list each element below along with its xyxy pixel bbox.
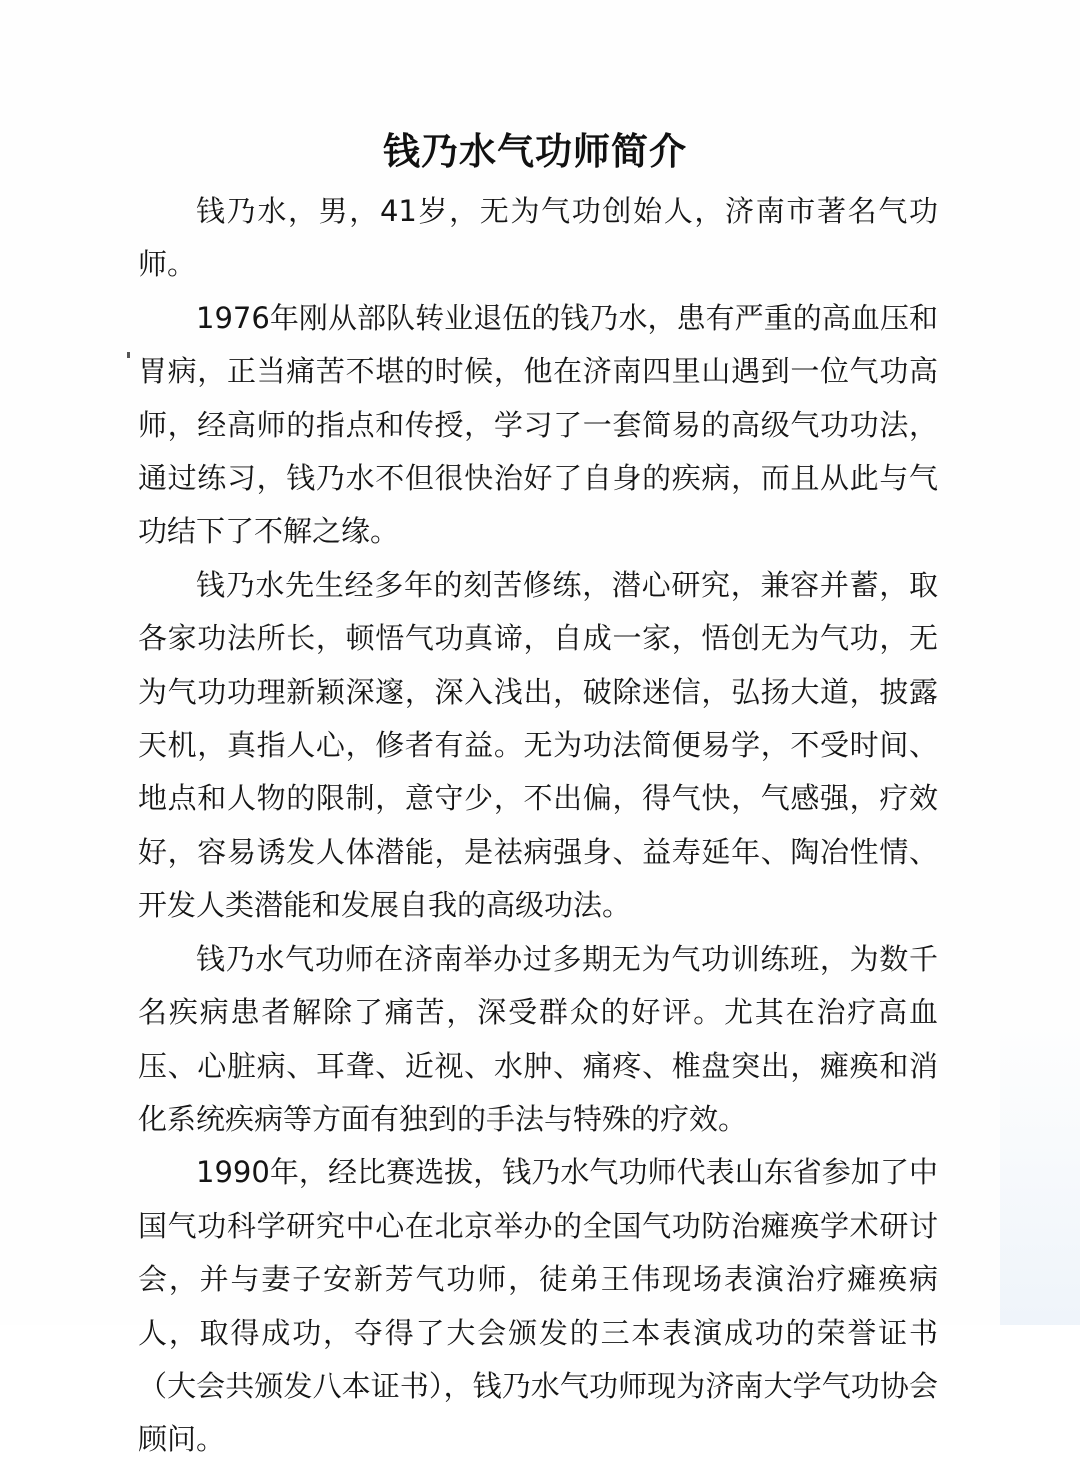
scan-shadow [1000, 1020, 1080, 1325]
paragraph-4: 钱乃水气功师在济南举办过多期无为气功训练班，为数千名疾病患者解除了痛苦，深受群众的好评。尤其在治疗高血压、心脏病、耳聋、近视、水肿、痛疼、椎盘突出，瘫痪和消化系统疾病等方面有独到的手法与特殊的疗效。 [138, 941, 938, 1136]
document-title: 钱乃水气功师简介 [383, 130, 687, 173]
scan-mark [127, 352, 130, 358]
paragraph-2: 1976年刚从部队转业退伍的钱乃水，患有严重的高血压和胃病，正当痛苦不堪的时候，他在济南四里山遇到一位气功高师，经高师的指点和传授，学习了一套简易的高级气功功法，通过练习，钱乃水不但很快治好了自身的疾病，而且从此与气功结下了不解之缘。 [138, 300, 938, 549]
paragraph-5: 1990年，经比赛选拔，钱乃水气功师代表山东省参加了中国气功科学研究中心在北京举办的全国气功防治瘫痪学术研讨会，并与妻子安新芳气功师，徒弟王伟现场表演治疗瘫痪病人，取得成功，夺得了大会颁发的三本表演成功的荣誉证书（大会共颁发八本证书），钱乃水气功师现为济南大学气功协会顾问。 [138, 1155, 938, 1457]
document-body [138, 185, 938, 1467]
paragraph-3: 钱乃水先生经多年的刻苦修练，潜心研究，兼容并蓄，取各家功法所长，顿悟气功真谛，自成一家，悟创无为气功，无为气功功理新颖深邃，深入浅出，破除迷信，弘扬大道，披露天机，真指人心，修者有益。无为功法简便易学，不受时间、地点和人物的限制，意守少，不出偏，得气快，气感强，疗效好，容易诱发人体潜能，是祛病强身、益寿延年、陶冶性情、开发人类潜能和发展自我的高级功法。 [138, 567, 938, 923]
paragraph-1: 钱乃水，男，41岁，无为气功创始人，济南市著名气功师。 [138, 194, 938, 282]
